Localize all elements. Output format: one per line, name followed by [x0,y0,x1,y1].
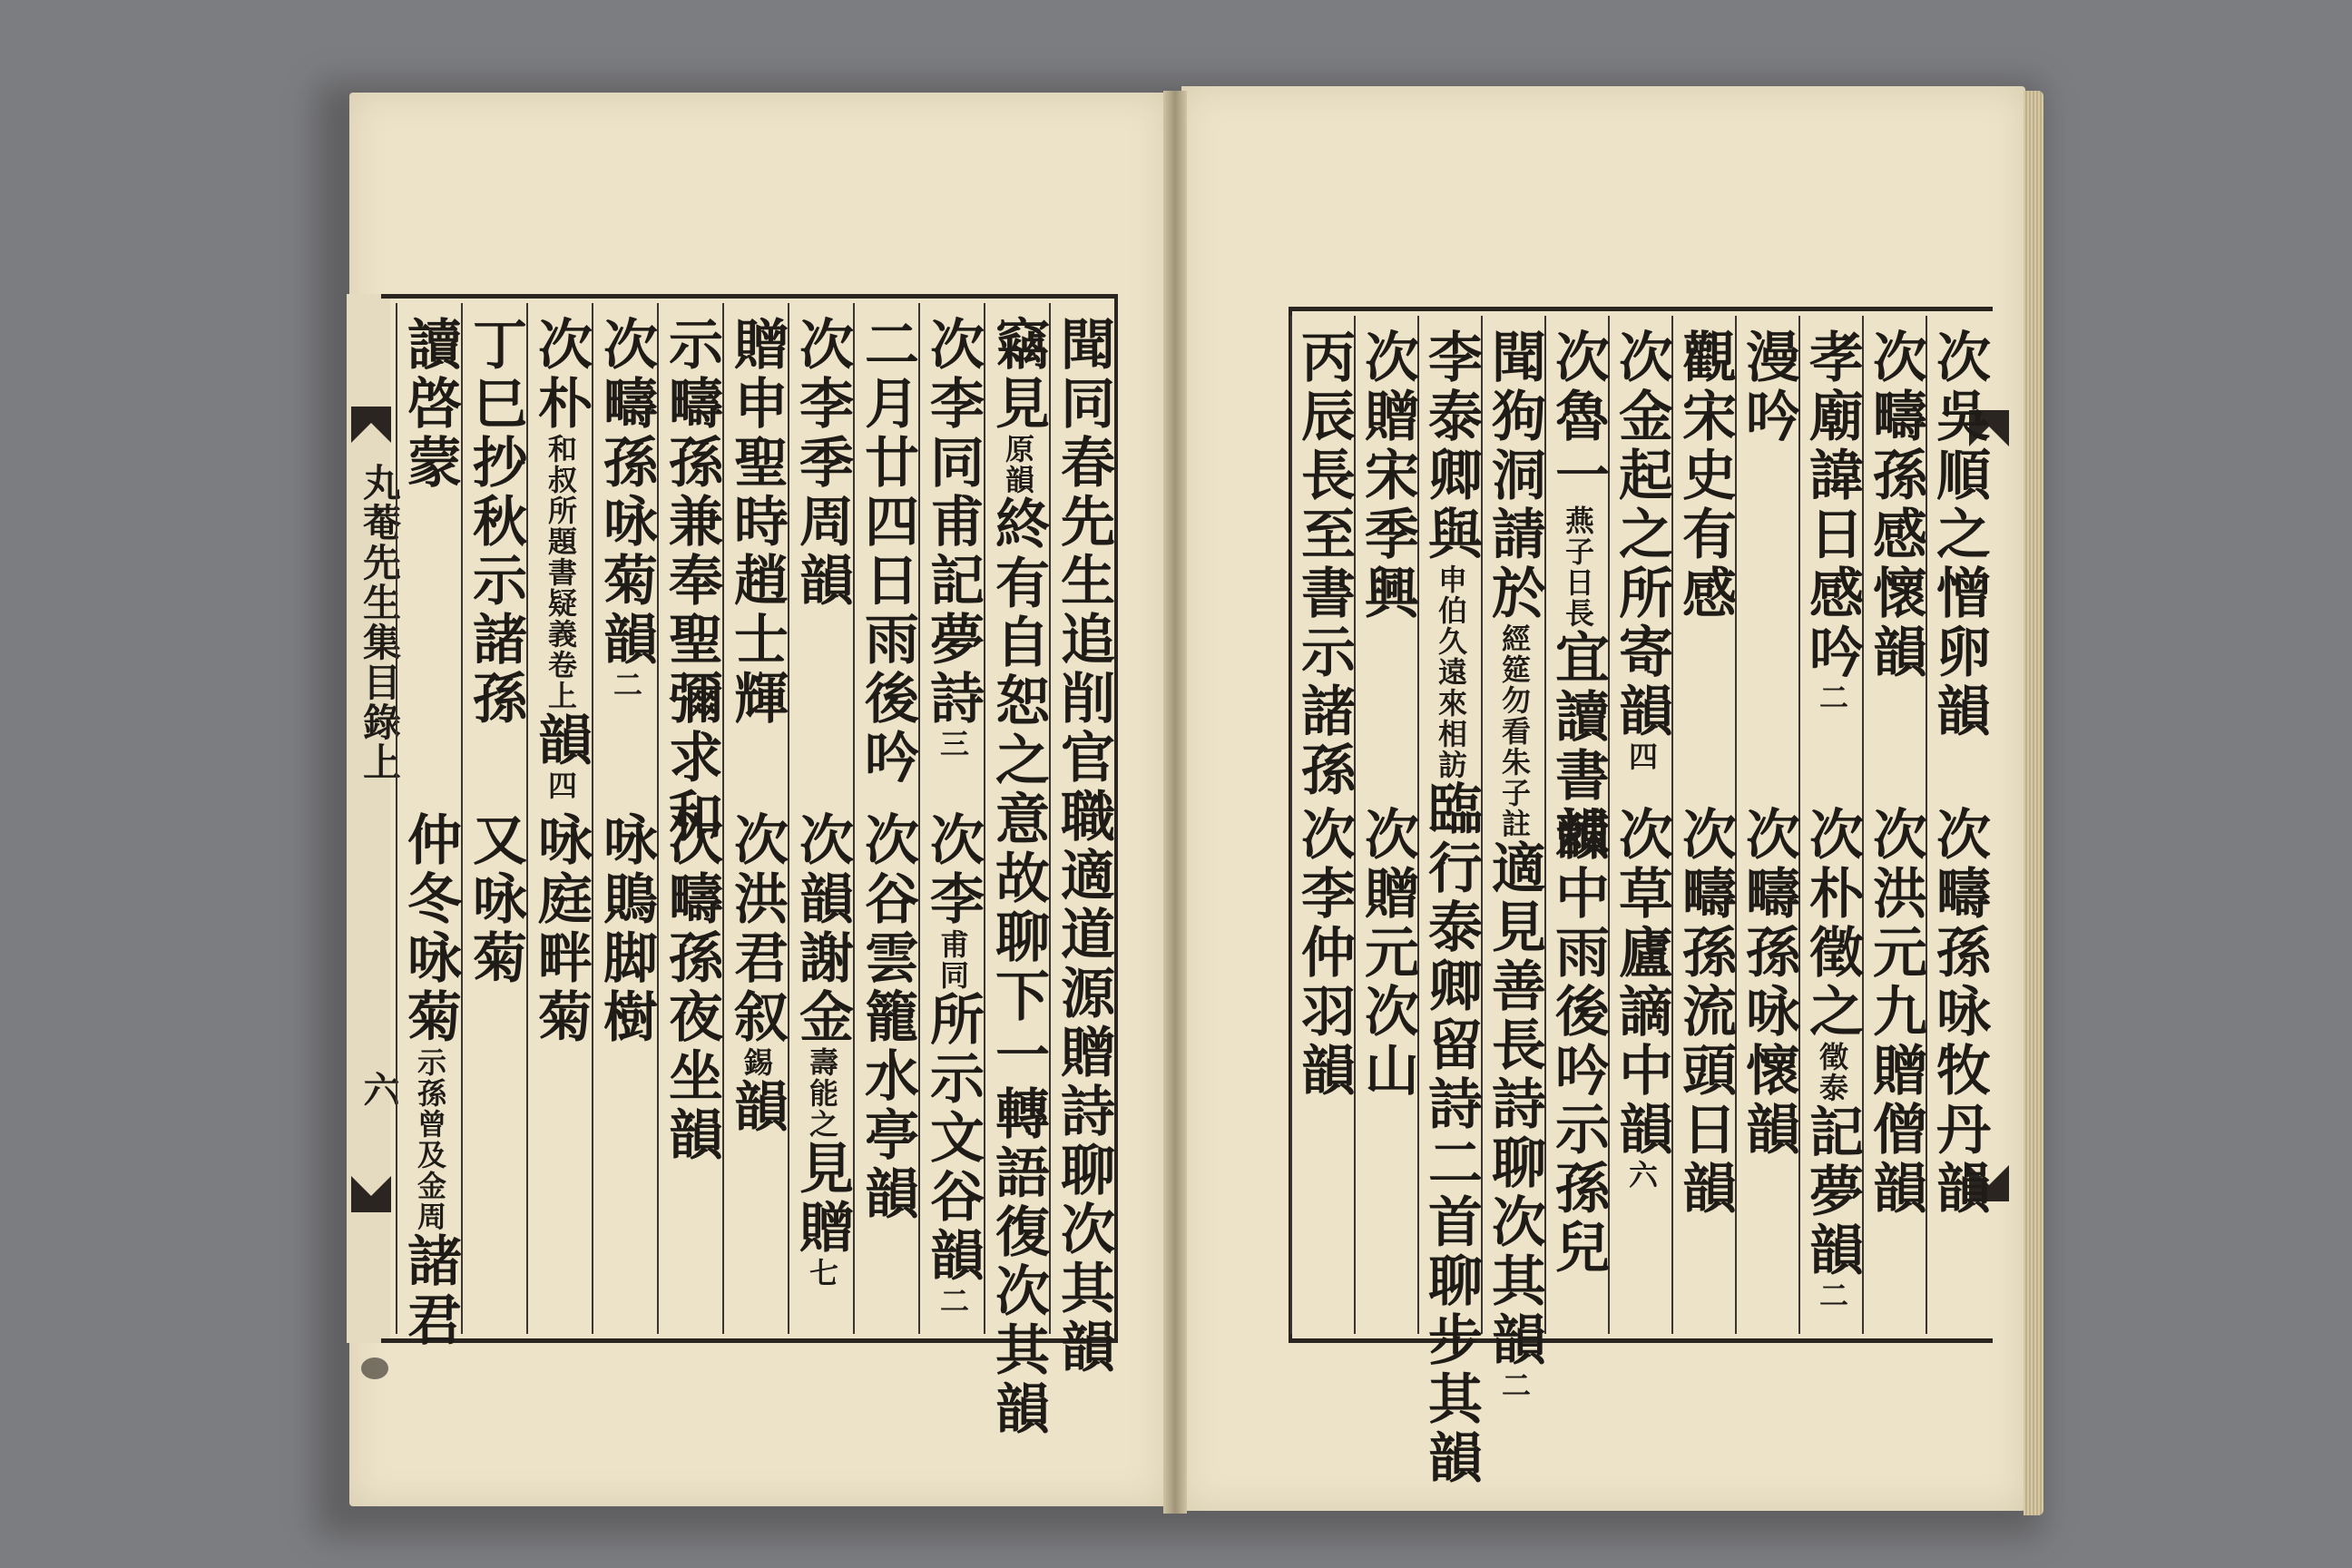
column-lower-entry [921,811,985,1317]
entry-title: 仲冬咏菊 [398,811,462,1047]
entry-title: 示疇孫兼奉聖彌求和 [660,316,723,847]
column-upper-entry [986,316,1050,1439]
column-lower-entry [1546,806,1610,1278]
text-column [1354,316,1419,1334]
text-column [1798,316,1864,1334]
entry-note: 七 [805,1258,839,1289]
column-upper-entry [1356,328,1419,623]
text-column [853,303,920,1334]
column-lower-entry [1292,806,1356,1101]
column-lower-entry [660,811,723,1165]
entry-title: 次魯一 [1546,328,1610,505]
text-column [1926,316,1991,1334]
entry-title: 次李仲羽韻 [1292,806,1356,1101]
entry-title-cont: 所示文谷韻 [921,991,985,1286]
entry-note: 錫 [740,1047,774,1078]
entry-note: 二 [609,670,643,701]
entry-title: 讀啓蒙 [398,316,462,493]
entry-note: 四 [1624,741,1659,772]
entry-title-cont: 適見善長詩聊次其韻 [1483,839,1546,1370]
entry-title-cont: 終有自恕之意故聊下一轉語復次其韻 [986,495,1050,1439]
entry-title: 次疇孫夜坐韻 [660,811,723,1165]
text-column [984,303,1051,1439]
entry-title-cont: 臨行泰卿留詩二首聊步其韻 [1419,780,1483,1488]
text-column [918,303,985,1334]
entry-note: 原韻 [1001,434,1035,495]
column-upper-entry [464,316,527,729]
text-column [1862,316,1927,1334]
entry-note: 二 [1815,682,1849,713]
entry-note: 和叔所題書疑義卷上 [544,434,578,711]
entry-title: 次李同甫記夢詩 [921,316,985,729]
column-upper-entry [725,316,789,729]
entry-note: 燕子日長 [1561,505,1595,629]
entry-title-cont: 韻 [725,1078,789,1137]
entry-title: 棘中雨後吟示孫兒 [1546,806,1610,1278]
column-upper-entry [1292,328,1356,800]
text-column [1735,316,1800,1334]
column-lower-entry [1864,806,1927,1219]
entry-title: 次贈宋季興 [1356,328,1419,623]
entry-note: 六 [1624,1160,1659,1191]
text-column [1671,316,1737,1334]
entry-title: 二月廿四日雨後吟 [856,316,919,788]
entry-note: 二 [936,1286,970,1317]
entry-title: 漫吟 [1737,328,1800,446]
entry-title-cont: 見贈 [790,1140,854,1258]
entry-title-cont: 宜讀書韻 [1546,629,1610,865]
column-lower-entry [398,811,462,1350]
entry-title-cont: 諸君 [398,1232,462,1350]
column-upper-entry [1864,328,1927,682]
entry-title: 竊見 [986,316,1050,434]
entry-title: 次金起之所寄韻 [1610,328,1673,741]
ink-mark [361,1357,388,1379]
text-column [1049,303,1116,1377]
column-upper-entry [660,316,723,847]
entry-title: 贈申聖時趙士輝 [725,316,789,729]
column-upper-entry [790,316,854,611]
text-column [788,303,855,1334]
book-gutter [1163,91,1187,1514]
text-column [1290,316,1356,1334]
entry-note: 申伯久遠來相訪 [1434,564,1468,780]
column-lower-entry [1610,806,1673,1191]
text-column [526,303,593,1334]
column-lower-entry [725,811,789,1137]
entry-title: 次疇孫感懷韻 [1864,328,1927,682]
text-column [1481,316,1546,1401]
column-upper-entry [1546,328,1610,865]
entry-note: 三 [936,729,970,760]
column-lower-entry [594,811,658,1047]
text-column [1608,316,1673,1334]
entry-title: 次疇孫咏懷韻 [1737,806,1800,1160]
entry-title: 丙辰長至書示諸孫 [1292,328,1356,800]
entry-note: 經筵勿看朱子註 [1497,623,1532,839]
entry-note: 四 [544,770,578,801]
entry-title: 次谷雲籠水亭韻 [856,811,919,1224]
text-column [1544,316,1610,1334]
text-column [1417,316,1483,1488]
column-lower-entry [464,811,527,988]
page-edges [2024,91,2043,1515]
entry-title: 次贈元次山 [1356,806,1419,1101]
entry-title-cont: 記夢韻 [1800,1103,1864,1280]
entry-title-cont: 韻 [529,711,593,770]
entry-note: 二 [1497,1370,1532,1401]
column-upper-entry [1673,328,1737,623]
entry-title: 次朴徵之 [1800,806,1864,1042]
column-upper-entry [1800,328,1864,713]
entry-title: 次李 [921,811,985,929]
entry-title: 次草廬謫中韻 [1610,806,1673,1160]
column-lower-entry [1927,806,1991,1219]
entry-title: 孝廟諱日感吟 [1800,328,1864,682]
text-column [461,303,528,1334]
column-lower-entry [1737,806,1800,1160]
entry-title: 聞狗洞請於 [1483,328,1546,623]
entry-title: 次疇孫咏牧丹韻 [1927,806,1991,1219]
column-upper-entry [1927,328,1991,741]
entry-title: 次韻謝金 [790,811,854,1047]
entry-title: 次疇孫咏菊韻 [594,316,658,670]
column-upper-entry [594,316,658,701]
page-number: 六 [358,1071,400,1107]
entry-note: 示孫曾及金周 [413,1047,447,1232]
column-lower-entry [1800,806,1864,1311]
entry-note: 徵泰 [1815,1042,1849,1103]
text-column [722,303,789,1334]
column-lower-entry [529,811,593,1047]
column-upper-entry [1737,328,1800,446]
column-upper-entry [1052,316,1115,1377]
column-upper-entry [1483,328,1546,1401]
text-column [396,303,463,1350]
entry-title: 觀宋史有感 [1673,328,1737,623]
entry-title: 李泰卿與 [1419,328,1483,564]
entry-title: 次李季周韻 [790,316,854,611]
entry-title: 次朴 [529,316,593,434]
column-upper-entry [921,316,985,760]
entry-note: 二 [1815,1280,1849,1311]
column-lower-entry [1356,806,1419,1101]
entry-note: 壽能之 [805,1047,839,1140]
text-column [657,303,724,1334]
column-lower-entry [1673,806,1737,1219]
column-upper-entry [856,316,919,788]
entry-title: 次吳順之憎卵韻 [1927,328,1991,741]
entry-title: 咏庭畔菊 [529,811,593,1047]
text-column [592,303,659,1334]
entry-title: 次洪君叙 [725,811,789,1047]
entry-title: 次疇孫流頭日韻 [1673,806,1737,1219]
entry-title: 又咏菊 [464,811,527,988]
column-lower-entry [790,811,854,1289]
column-upper-entry [1610,328,1673,772]
entry-title: 丁巳抄秋示諸孫 [464,316,527,729]
margin-title: 丸菴先生集目錄上 [358,463,402,782]
column-upper-entry [398,316,462,493]
column-lower-entry [856,811,919,1224]
entry-title: 次洪元九贈僧韻 [1864,806,1927,1219]
entry-note: 甫同 [936,929,970,991]
column-upper-entry [1419,328,1483,1488]
entry-title: 咏鵙脚樹 [594,811,658,1047]
entry-title: 聞同春先生追削官職適道源贈詩聊次其韻 [1052,316,1115,1377]
column-upper-entry [529,316,593,801]
